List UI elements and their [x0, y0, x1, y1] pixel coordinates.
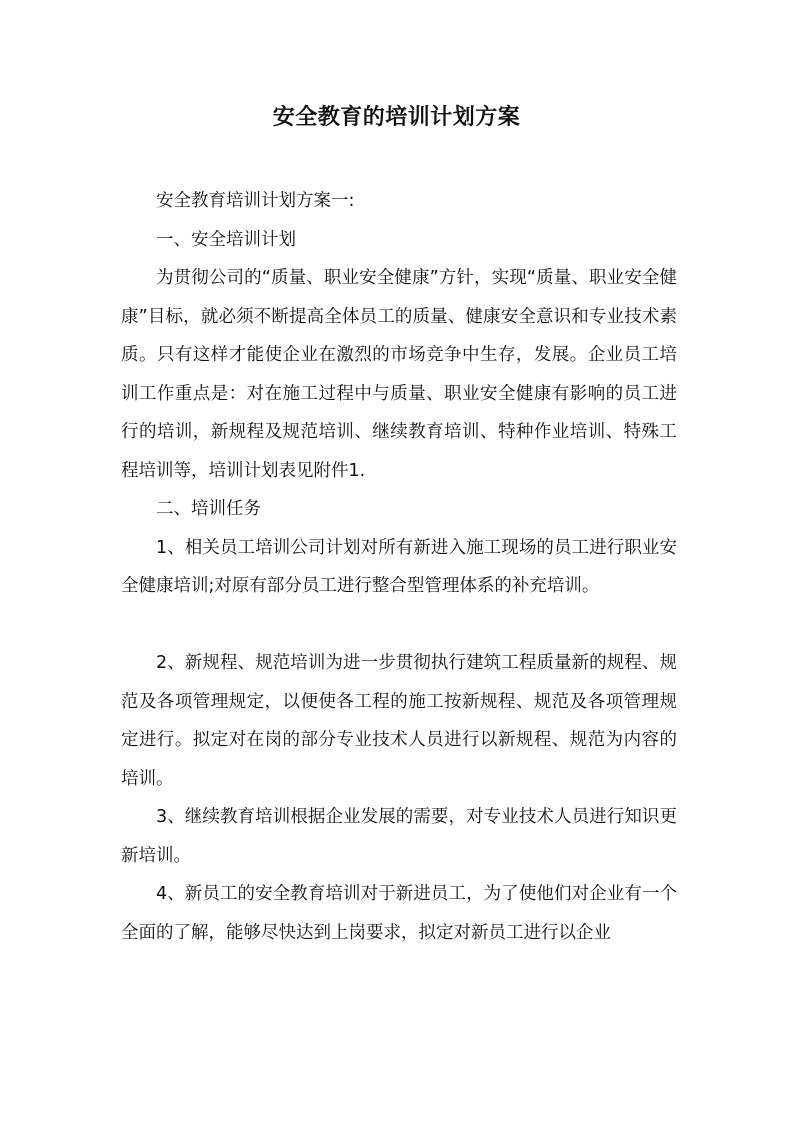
paragraph-task-4: 4、新员工的安全教育培训对于新进员工，为了使他们对企业有一个全面的了解，能够尽快达到上岗要求，拟定对新员工进行以企业 [121, 884, 677, 943]
section-heading-training-tasks: 二、培训任务 [156, 499, 261, 519]
document-title: 安全教育的培训计划方案 [272, 105, 521, 130]
section-heading-safety-training-plan: 一、安全培训计划 [156, 229, 296, 250]
paragraph-task-2: 2、新规程、规范培训为进一步贯彻执行建筑工程质量新的规程、规范及各项管理规定，以便使各工程的施工按新规程、规范及各项管理规定进行。拟定对在岗的部分专业技术人员进行以新规程、规范为内容的培训。 [121, 653, 677, 789]
paragraph-task-3: 3、继续教育培训根据企业发展的需要，对专业技术人员进行知识更新培训。 [121, 807, 677, 866]
paragraph-task-1: 1、相关员工培训公司计划对所有新进入施工现场的员工进行职业安全健康培训;对原有部分员工进行整合型管理体系的补充培训。 [121, 537, 677, 596]
document-body [121, 182, 677, 952]
paragraph-plan-intro: 安全教育培训计划方案一: [156, 191, 355, 211]
blank-line [121, 606, 677, 645]
paragraph-policy: 为贯彻公司的“质量、职业安全健康”方针，实现“质量、职业安全健康”目标，就必须不断提高全体员工的质量、健康安全意识和专业技术素质。只有这样才能使企业在激烈的市场竞争中生存，发展。企业员工培训工作重点是：对在施工过程中与质量、职业安全健康有影响的员工进行的培训，新规程及规范培训、继续教育培训、特种作业培训、特殊工程培训等，培训计划表见附件1. [121, 268, 677, 481]
